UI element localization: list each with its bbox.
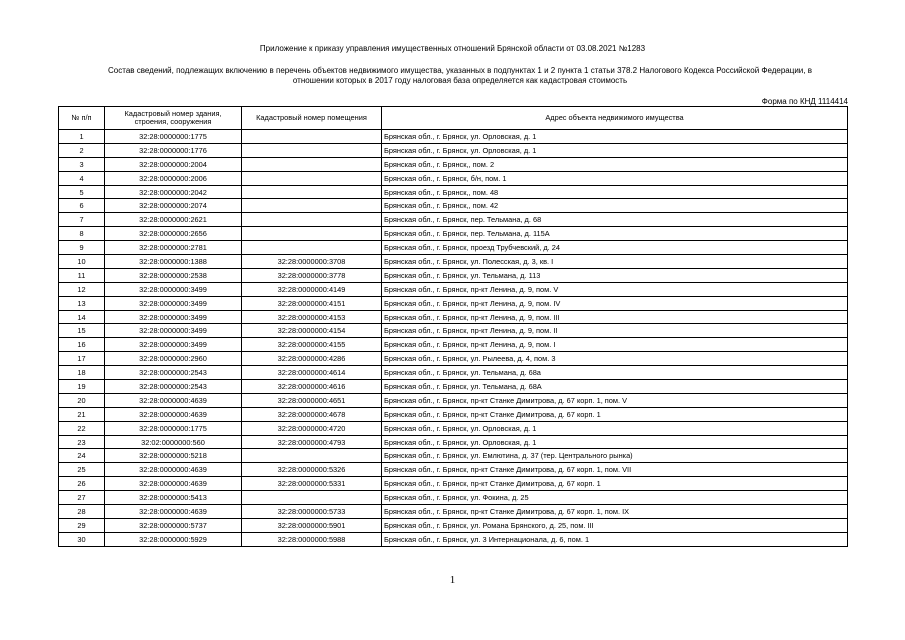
cell-room-cadastral: 32:28:0000000:4151 [242,296,382,310]
cell-address: Брянская обл., г. Брянск, пер. Тельмана, д. 115А [382,227,848,241]
header-room-cadastral: Кадастровый номер помещения [242,107,382,130]
cell-building-cadastral: 32:28:0000000:1775 [105,421,242,435]
cell-number: 4 [59,171,105,185]
cell-room-cadastral [242,171,382,185]
table-row [59,505,848,519]
cell-number: 13 [59,296,105,310]
table-row [59,199,848,213]
table-row [59,366,848,380]
table-row [59,171,848,185]
cell-building-cadastral: 32:28:0000000:4639 [105,463,242,477]
cell-room-cadastral: 32:28:0000000:4155 [242,338,382,352]
cell-address: Брянская обл., г. Брянск, ул. Тельмана, д. 68А [382,380,848,394]
cell-address: Брянская обл., г. Брянск, пр-кт Ленина, д. 9, пом. II [382,324,848,338]
table-header-row [59,107,848,130]
header-address: Адрес объекта недвижимого имущества [382,107,848,130]
cell-number: 29 [59,518,105,532]
cell-building-cadastral: 32:28:0000000:5218 [105,449,242,463]
cell-room-cadastral: 32:28:0000000:4286 [242,352,382,366]
table-row [59,213,848,227]
cell-building-cadastral: 32:28:0000000:4639 [105,393,242,407]
cell-building-cadastral: 32:28:0000000:5413 [105,491,242,505]
table-row [59,463,848,477]
cell-number: 8 [59,227,105,241]
cell-room-cadastral [242,491,382,505]
header-number: № п/п [59,107,105,130]
cell-address: Брянская обл., г. Брянск, ул. Фокина, д. 25 [382,491,848,505]
cell-address: Брянская обл., г. Брянск, ул. Орловская, д. 1 [382,435,848,449]
cell-building-cadastral: 32:28:0000000:2042 [105,185,242,199]
cell-number: 18 [59,366,105,380]
cell-building-cadastral: 32:28:0000000:3499 [105,296,242,310]
cell-room-cadastral: 32:28:0000000:4651 [242,393,382,407]
cell-building-cadastral: 32:28:0000000:2656 [105,227,242,241]
cell-room-cadastral: 32:28:0000000:4793 [242,435,382,449]
table-row [59,241,848,255]
cell-building-cadastral: 32:28:0000000:4639 [105,477,242,491]
cell-room-cadastral: 32:28:0000000:4720 [242,421,382,435]
cell-building-cadastral: 32:28:0000000:3499 [105,310,242,324]
cell-address: Брянская обл., г. Брянск, пр-кт Станке Димитрова, д. 67 корп. 1 [382,477,848,491]
document-heading: Приложение к приказу управления имущественных отношений Брянской области от 03.08.2021 №1283 [259,44,646,53]
page-number: 1 [449,574,456,586]
cell-room-cadastral [242,241,382,255]
cell-building-cadastral: 32:28:0000000:1775 [105,130,242,144]
cell-number: 1 [59,130,105,144]
cell-address: Брянская обл., г. Брянск, пр-кт Станке Димитрова, д. 67 корп. 1, пом. IX [382,505,848,519]
table-row [59,143,848,157]
cell-address: Брянская обл., г. Брянск, пр-кт Станке Димитрова, д. 67 корп. 1 [382,407,848,421]
cell-number: 24 [59,449,105,463]
table-row [59,421,848,435]
cell-address: Брянская обл., г. Брянск, пер. Тельмана, д. 68 [382,213,848,227]
cell-number: 2 [59,143,105,157]
cell-number: 26 [59,477,105,491]
cell-building-cadastral: 32:28:0000000:2621 [105,213,242,227]
cell-building-cadastral: 32:28:0000000:2006 [105,171,242,185]
cell-building-cadastral: 32:28:0000000:3499 [105,338,242,352]
cell-building-cadastral: 32:28:0000000:2781 [105,241,242,255]
cell-building-cadastral: 32:28:0000000:1776 [105,143,242,157]
table-row [59,352,848,366]
table-row [59,282,848,296]
cell-address: Брянская обл., г. Брянск, ул. Орловская, д. 1 [382,421,848,435]
cell-number: 30 [59,532,105,546]
cell-number: 14 [59,310,105,324]
cell-room-cadastral: 32:28:0000000:4614 [242,366,382,380]
table-row [59,296,848,310]
cell-building-cadastral: 32:28:0000000:2960 [105,352,242,366]
cell-building-cadastral: 32:28:0000000:2538 [105,268,242,282]
cell-address: Брянская обл., г. Брянск, ул. Орловская, д. 1 [382,143,848,157]
cell-number: 12 [59,282,105,296]
header-building-cadastral: Кадастровый номер здания, строения, сооружения [105,107,242,130]
table-row [59,227,848,241]
property-table [58,106,848,547]
cell-number: 16 [59,338,105,352]
cell-building-cadastral: 32:28:0000000:2543 [105,366,242,380]
cell-number: 9 [59,241,105,255]
table-row [59,338,848,352]
cell-room-cadastral: 32:28:0000000:3708 [242,255,382,269]
cell-number: 17 [59,352,105,366]
cell-room-cadastral [242,130,382,144]
cell-number: 20 [59,393,105,407]
table-row [59,185,848,199]
cell-address: Брянская обл., г. Брянск, ул. Орловская, д. 1 [382,130,848,144]
table-row [59,491,848,505]
cell-room-cadastral: 32:28:0000000:5331 [242,477,382,491]
table-row [59,255,848,269]
form-code-label: Форма по КНД 1114414 [761,97,848,106]
cell-address: Брянская обл., г. Брянск,, пом. 42 [382,199,848,213]
cell-room-cadastral: 32:28:0000000:5326 [242,463,382,477]
cell-room-cadastral [242,185,382,199]
cell-room-cadastral: 32:28:0000000:5733 [242,505,382,519]
cell-room-cadastral: 32:28:0000000:4149 [242,282,382,296]
cell-address: Брянская обл., г. Брянск, пр-кт Ленина, д. 9, пом. V [382,282,848,296]
cell-room-cadastral [242,199,382,213]
cell-number: 6 [59,199,105,213]
table-row [59,477,848,491]
cell-building-cadastral: 32:28:0000000:2543 [105,380,242,394]
table-row [59,435,848,449]
cell-number: 28 [59,505,105,519]
cell-address: Брянская обл., г. Брянск, ул. 3 Интернационала, д. 6, пом. 1 [382,532,848,546]
cell-address: Брянская обл., г. Брянск, проезд Трубчевский, д. 24 [382,241,848,255]
cell-address: Брянская обл., г. Брянск, пр-кт Ленина, д. 9, пом. I [382,338,848,352]
cell-number: 23 [59,435,105,449]
cell-number: 5 [59,185,105,199]
cell-building-cadastral: 32:28:0000000:5929 [105,532,242,546]
cell-address: Брянская обл., г. Брянск,, пом. 2 [382,157,848,171]
cell-room-cadastral: 32:28:0000000:3778 [242,268,382,282]
document-intro [70,66,850,86]
intro-line-1: Состав сведений, подлежащих включению в перечень объектов недвижимого имущества, указанных в подпунктах 1 и 2 пункта 1 статьи 378.2 Налогового Кодекса Российской Федерации, в [108,66,812,75]
table-row [59,130,848,144]
cell-number: 3 [59,157,105,171]
table-row [59,407,848,421]
cell-address: Брянская обл., г. Брянск, б/н, пом. 1 [382,171,848,185]
table-row [59,449,848,463]
cell-building-cadastral: 32:28:0000000:4639 [105,505,242,519]
cell-number: 25 [59,463,105,477]
table-row [59,157,848,171]
cell-address: Брянская обл., г. Брянск, пр-кт Станке Димитрова, д. 67 корп. 1, пом. VII [382,463,848,477]
cell-address: Брянская обл., г. Брянск, ул. Тельмана, д. 113 [382,268,848,282]
cell-number: 21 [59,407,105,421]
cell-room-cadastral: 32:28:0000000:4616 [242,380,382,394]
cell-number: 10 [59,255,105,269]
cell-room-cadastral: 32:28:0000000:5901 [242,518,382,532]
cell-building-cadastral: 32:28:0000000:2004 [105,157,242,171]
cell-number: 7 [59,213,105,227]
table-row [59,310,848,324]
cell-address: Брянская обл., г. Брянск, ул. Полесская, д. 3, кв. I [382,255,848,269]
cell-number: 22 [59,421,105,435]
cell-room-cadastral: 32:28:0000000:5988 [242,532,382,546]
table-row [59,380,848,394]
cell-building-cadastral: 32:28:0000000:3499 [105,324,242,338]
cell-room-cadastral [242,143,382,157]
cell-building-cadastral: 32:02:0000000:560 [105,435,242,449]
cell-address: Брянская обл., г. Брянск,, пом. 48 [382,185,848,199]
table-body [59,130,848,547]
cell-room-cadastral [242,227,382,241]
table-row [59,324,848,338]
cell-building-cadastral: 32:28:0000000:4639 [105,407,242,421]
cell-address: Брянская обл., г. Брянск, пр-кт Ленина, д. 9, пом. IV [382,296,848,310]
table-row [59,518,848,532]
table-row [59,393,848,407]
cell-number: 19 [59,380,105,394]
cell-room-cadastral: 32:28:0000000:4153 [242,310,382,324]
table-row [59,532,848,546]
cell-address: Брянская обл., г. Брянск, пр-кт Ленина, д. 9, пом. III [382,310,848,324]
cell-room-cadastral [242,449,382,463]
cell-address: Брянская обл., г. Брянск, ул. Рылеева, д. 4, пом. 3 [382,352,848,366]
cell-room-cadastral: 32:28:0000000:4154 [242,324,382,338]
cell-room-cadastral [242,213,382,227]
cell-building-cadastral: 32:28:0000000:3499 [105,282,242,296]
cell-address: Брянская обл., г. Брянск, ул. Емлютина, д. 37 (тер. Центрального рынка) [382,449,848,463]
cell-number: 27 [59,491,105,505]
cell-number: 15 [59,324,105,338]
cell-room-cadastral [242,157,382,171]
cell-building-cadastral: 32:28:0000000:5737 [105,518,242,532]
cell-address: Брянская обл., г. Брянск, ул. Тельмана, д. 68а [382,366,848,380]
cell-building-cadastral: 32:28:0000000:2074 [105,199,242,213]
cell-address: Брянская обл., г. Брянск, пр-кт Станке Димитрова, д. 67 корп. 1, пом. V [382,393,848,407]
cell-address: Брянская обл., г. Брянск, ул. Романа Брянского, д. 25, пом. III [382,518,848,532]
cell-number: 11 [59,268,105,282]
table-row [59,268,848,282]
cell-room-cadastral: 32:28:0000000:4678 [242,407,382,421]
intro-line-2: отношении которых в 2017 году налоговая база определяется как кадастровая стоимость [292,76,628,85]
cell-building-cadastral: 32:28:0000000:1388 [105,255,242,269]
